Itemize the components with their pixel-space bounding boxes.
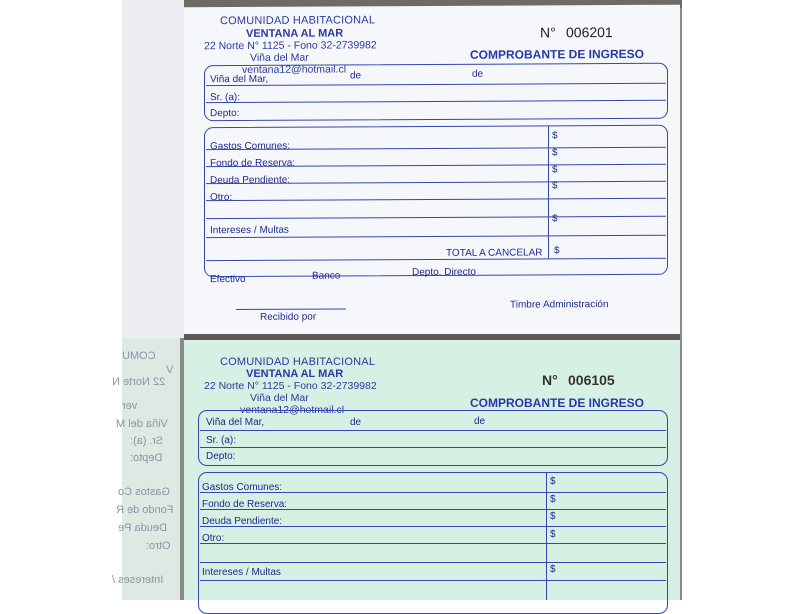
ghost-text: Viña del M: [116, 418, 168, 430]
ghost-text: Gastos Co: [118, 486, 170, 498]
currency-sign: $: [552, 213, 558, 225]
amount-column-divider: [548, 126, 549, 258]
org-city: Viña del Mar: [250, 392, 309, 404]
date-de-label: de: [350, 70, 362, 82]
intereses-label: Intereses / Multas: [202, 567, 281, 578]
currency-sign: $: [552, 130, 558, 142]
banco-label: Banco: [312, 270, 341, 282]
org-subname: VENTANA AL MAR: [246, 27, 344, 40]
ghost-text: Intereses /: [112, 574, 164, 586]
gastos-comunes-label: Gastos Comunes:: [202, 482, 283, 493]
org-address: 22 Norte N° 1125 - Fono 32-2739982: [204, 380, 377, 392]
city-field-label: Viña del Mar,: [206, 417, 265, 428]
org-email: ventana12@hotmail.cl: [242, 63, 347, 76]
total-label: TOTAL A CANCELAR: [446, 247, 543, 259]
rule: [200, 447, 666, 448]
currency-sign: $: [552, 180, 558, 192]
rule: [200, 430, 666, 431]
ghost-text: COMU: [122, 350, 156, 362]
receipt-title: COMPROBANTE DE INGRESO: [470, 46, 645, 62]
info-box: [204, 63, 668, 121]
photo-background: [112, 0, 682, 600]
efectivo-label: Efectivo: [210, 273, 246, 286]
ghost-text: 22 Norte N: [112, 376, 166, 388]
org-address: 22 Norte N° 1125 - Fono 32-2739982: [204, 39, 377, 53]
sr-field-label: Sr. (a):: [210, 92, 241, 104]
date-de-label: de: [472, 68, 484, 80]
left-page-edge-white: [122, 0, 184, 338]
currency-sign: $: [550, 511, 556, 522]
currency-sign: $: [550, 529, 556, 540]
receipt-number-prefix: N°: [540, 24, 556, 41]
ghost-text: Otro:: [146, 540, 171, 552]
ghost-text: Fondo de R: [116, 504, 174, 516]
rule: [200, 562, 666, 563]
date-de-label: de: [474, 416, 486, 427]
otro-label: Otro:: [210, 192, 233, 204]
depto-field-label: Depto:: [206, 451, 236, 462]
currency-sign: $: [554, 245, 560, 257]
fondo-reserva-label: Fondo de Reserva:: [202, 499, 288, 510]
org-name: COMUNIDAD HABITACIONAL: [220, 356, 376, 368]
org-subname: VENTANA AL MAR: [246, 368, 344, 380]
rule: [200, 580, 666, 581]
currency-sign: $: [550, 476, 556, 487]
ghost-text: ver: [122, 400, 138, 412]
date-de-label: de: [350, 417, 362, 428]
receipt-number: 006105: [568, 372, 615, 388]
intereses-label: Intereses / Multas: [210, 224, 289, 237]
currency-sign: $: [552, 147, 558, 159]
receipt-top: [184, 5, 680, 338]
receipt-title: COMPROBANTE DE INGRESO: [470, 396, 645, 410]
org-city: Viña del Mar: [250, 51, 309, 64]
fondo-reserva-label: Fondo de Reserva:: [210, 157, 296, 170]
currency-sign: $: [550, 564, 556, 575]
ghost-text: Deuda Pe: [118, 522, 167, 534]
org-email: ventana12@hotmail.cl: [240, 404, 345, 416]
receipt-number: 006201: [566, 24, 613, 41]
receipt-number-prefix: N°: [542, 372, 558, 388]
sr-field-label: Sr. (a):: [206, 435, 237, 446]
otro-label: Otro:: [202, 533, 225, 544]
rule: [200, 543, 666, 544]
org-name: COMUNIDAD HABITACIONAL: [220, 14, 376, 28]
deuda-pendiente-label: Deuda Pendiente:: [202, 516, 283, 527]
city-field-label: Viña del Mar,: [210, 73, 269, 86]
ghost-text: Depto:: [130, 452, 163, 464]
deposito-label: Depto. Directo: [412, 266, 476, 279]
depto-field-label: Depto:: [210, 108, 240, 120]
info-box: [198, 410, 668, 466]
signature-line: [236, 308, 346, 310]
currency-sign: $: [550, 494, 556, 505]
recibido-por-label: Recibido por: [260, 311, 317, 323]
left-page-edge-green: [112, 338, 180, 600]
timbre-label: Timbre Administración: [510, 299, 609, 311]
gastos-comunes-label: Gastos Comunes:: [210, 140, 291, 153]
ghost-text: V: [166, 364, 174, 376]
ghost-text: Sr. (a):: [130, 435, 164, 447]
currency-sign: $: [552, 164, 558, 176]
receipt-bottom: [184, 340, 680, 600]
deuda-pendiente-label: Deuda Pendiente:: [210, 174, 291, 187]
